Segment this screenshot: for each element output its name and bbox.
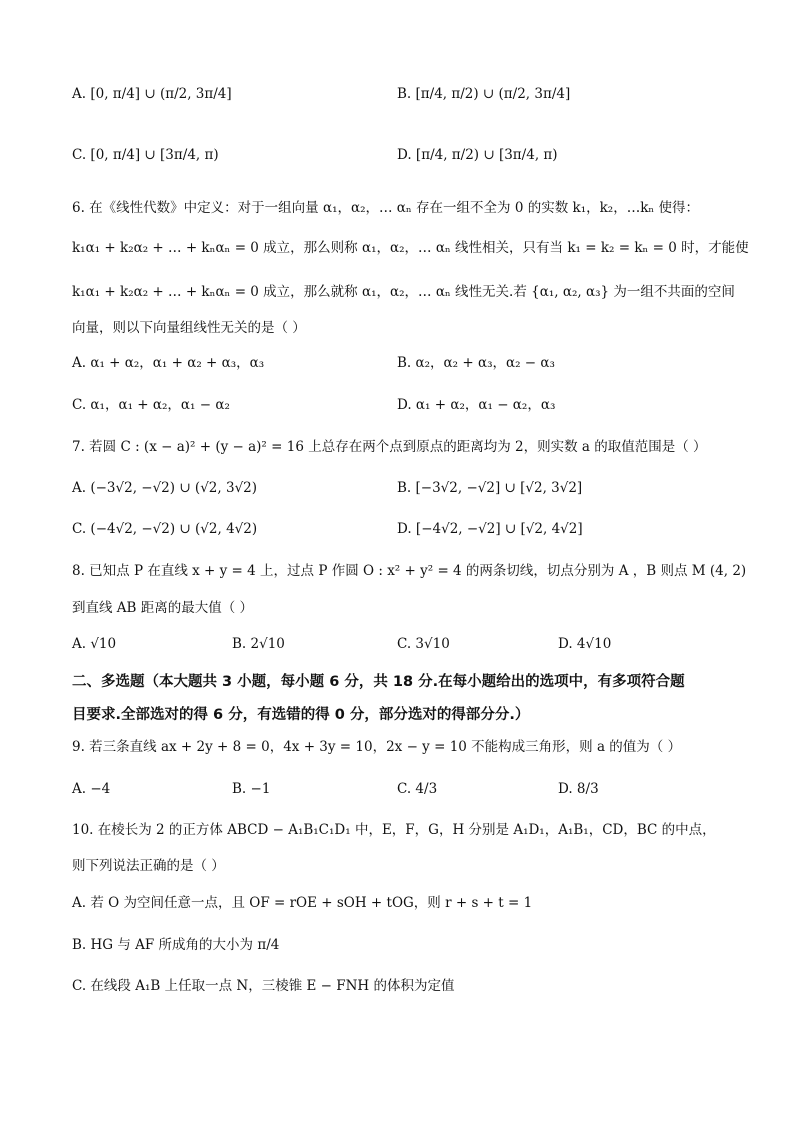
q8-option-b: B. 2√10 — [232, 636, 285, 652]
q8-stem-line2: 到直线 AB 距离的最大值（ ） — [72, 600, 254, 616]
q10-stem: 10. 在棱长为 2 的正方体 ABCD − A₁B₁C₁D₁ 中，E，F，G，H 分别是 A₁D₁，A₁B₁，CD，BC 的中点， — [72, 822, 716, 838]
q8-stem: 8. 已知点 P 在直线 x + y = 4 上，过点 P 作圆 O : x² + y² = 4 的两条切线，切点分别为 A ，B 则点 M (4, 2) — [72, 563, 747, 579]
q9-option-d: D. 8/3 — [558, 781, 599, 797]
q5-option-b: B. [π/4, π/2) ∪ (π/2, 3π/4] — [397, 86, 571, 102]
q10-option-b: B. HG 与 AF 所成角的大小为 π/4 — [72, 937, 280, 953]
section-heading-line2: 目要求.全部选对的得 6 分，有选错的得 0 分，部分选对的得部分分.） — [72, 707, 530, 723]
q9-stem: 9. 若三条直线 ax + 2y + 8 = 0，4x + 3y = 10，2x − y = 10 不能构成三角形，则 a 的值为（ ） — [72, 739, 682, 755]
q6-option-c: C. α₁，α₁ + α₂，α₁ − α₂ — [72, 397, 230, 413]
q6-option-a: A. α₁ + α₂，α₁ + α₂ + α₃，α₃ — [72, 355, 265, 371]
q7-option-b: B. [−3√2, −√2] ∪ [√2, 3√2] — [397, 480, 583, 496]
q8-option-d: D. 4√10 — [558, 636, 612, 652]
q5-option-d: D. [π/4, π/2) ∪ [3π/4, π) — [397, 147, 558, 163]
section-heading-line1: 二、多选题（本大题共 3 小题，每小题 6 分，共 18 分.在每小题给出的选项中，有多项符合题 — [72, 674, 685, 690]
q9-option-b: B. −1 — [232, 781, 271, 797]
q9-option-c: C. 4/3 — [397, 781, 438, 797]
q6-option-b: B. α₂，α₂ + α₃，α₂ − α₃ — [397, 355, 555, 371]
q8-option-a: A. √10 — [72, 636, 117, 652]
q9-option-a: A. −4 — [72, 781, 111, 797]
q6-stem-line2: k₁α₁ + k₂α₂ + … + kₙαₙ = 0 成立，那么则称 α₁，α₂，… αₙ 线性相关，只有当 k₁ = k₂ = kₙ = 0 时，才能使 — [72, 240, 749, 256]
q10-stem-line2: 则下列说法正确的是（ ） — [72, 858, 225, 874]
q6-stem-line4: 向量，则以下向量组线性无关的是（ ） — [72, 320, 306, 336]
q7-option-c: C. (−4√2, −√2) ∪ (√2, 4√2) — [72, 521, 258, 537]
q8-option-c: C. 3√10 — [397, 636, 450, 652]
q7-option-d: D. [−4√2, −√2] ∪ [√2, 4√2] — [397, 521, 583, 537]
q7-stem: 7. 若圆 C : (x − a)² + (y − a)² = 16 上总存在两个点到原点的距离均为 2，则实数 a 的取值范围是（ ） — [72, 439, 707, 455]
q6-option-d: D. α₁ + α₂，α₁ − α₂，α₃ — [397, 397, 556, 413]
q5-option-a: A. [0, π/4] ∪ (π/2, 3π/4] — [72, 86, 232, 102]
q7-option-a: A. (−3√2, −√2) ∪ (√2, 3√2) — [72, 480, 258, 496]
q10-option-a: A. 若 O 为空间任意一点，且 OF = rOE + sOH + tOG，则 r + s + t = 1 — [72, 895, 533, 911]
q6-stem-line3: k₁α₁ + k₂α₂ + … + kₙαₙ = 0 成立，那么就称 α₁，α₂，… αₙ 线性无关.若 {α₁, α₂, α₃} 为一组不共面的空间 — [72, 284, 735, 300]
q5-option-c: C. [0, π/4] ∪ [3π/4, π) — [72, 147, 219, 163]
q6-stem-line1: 6. 在《线性代数》中定义：对于一组向量 α₁，α₂，… αₙ 存在一组不全为 0 的实数 k₁，k₂，…kₙ 使得： — [72, 200, 700, 216]
q10-option-c: C. 在线段 A₁B 上任取一点 N，三棱锥 E − FNH 的体积为定值 — [72, 978, 455, 994]
